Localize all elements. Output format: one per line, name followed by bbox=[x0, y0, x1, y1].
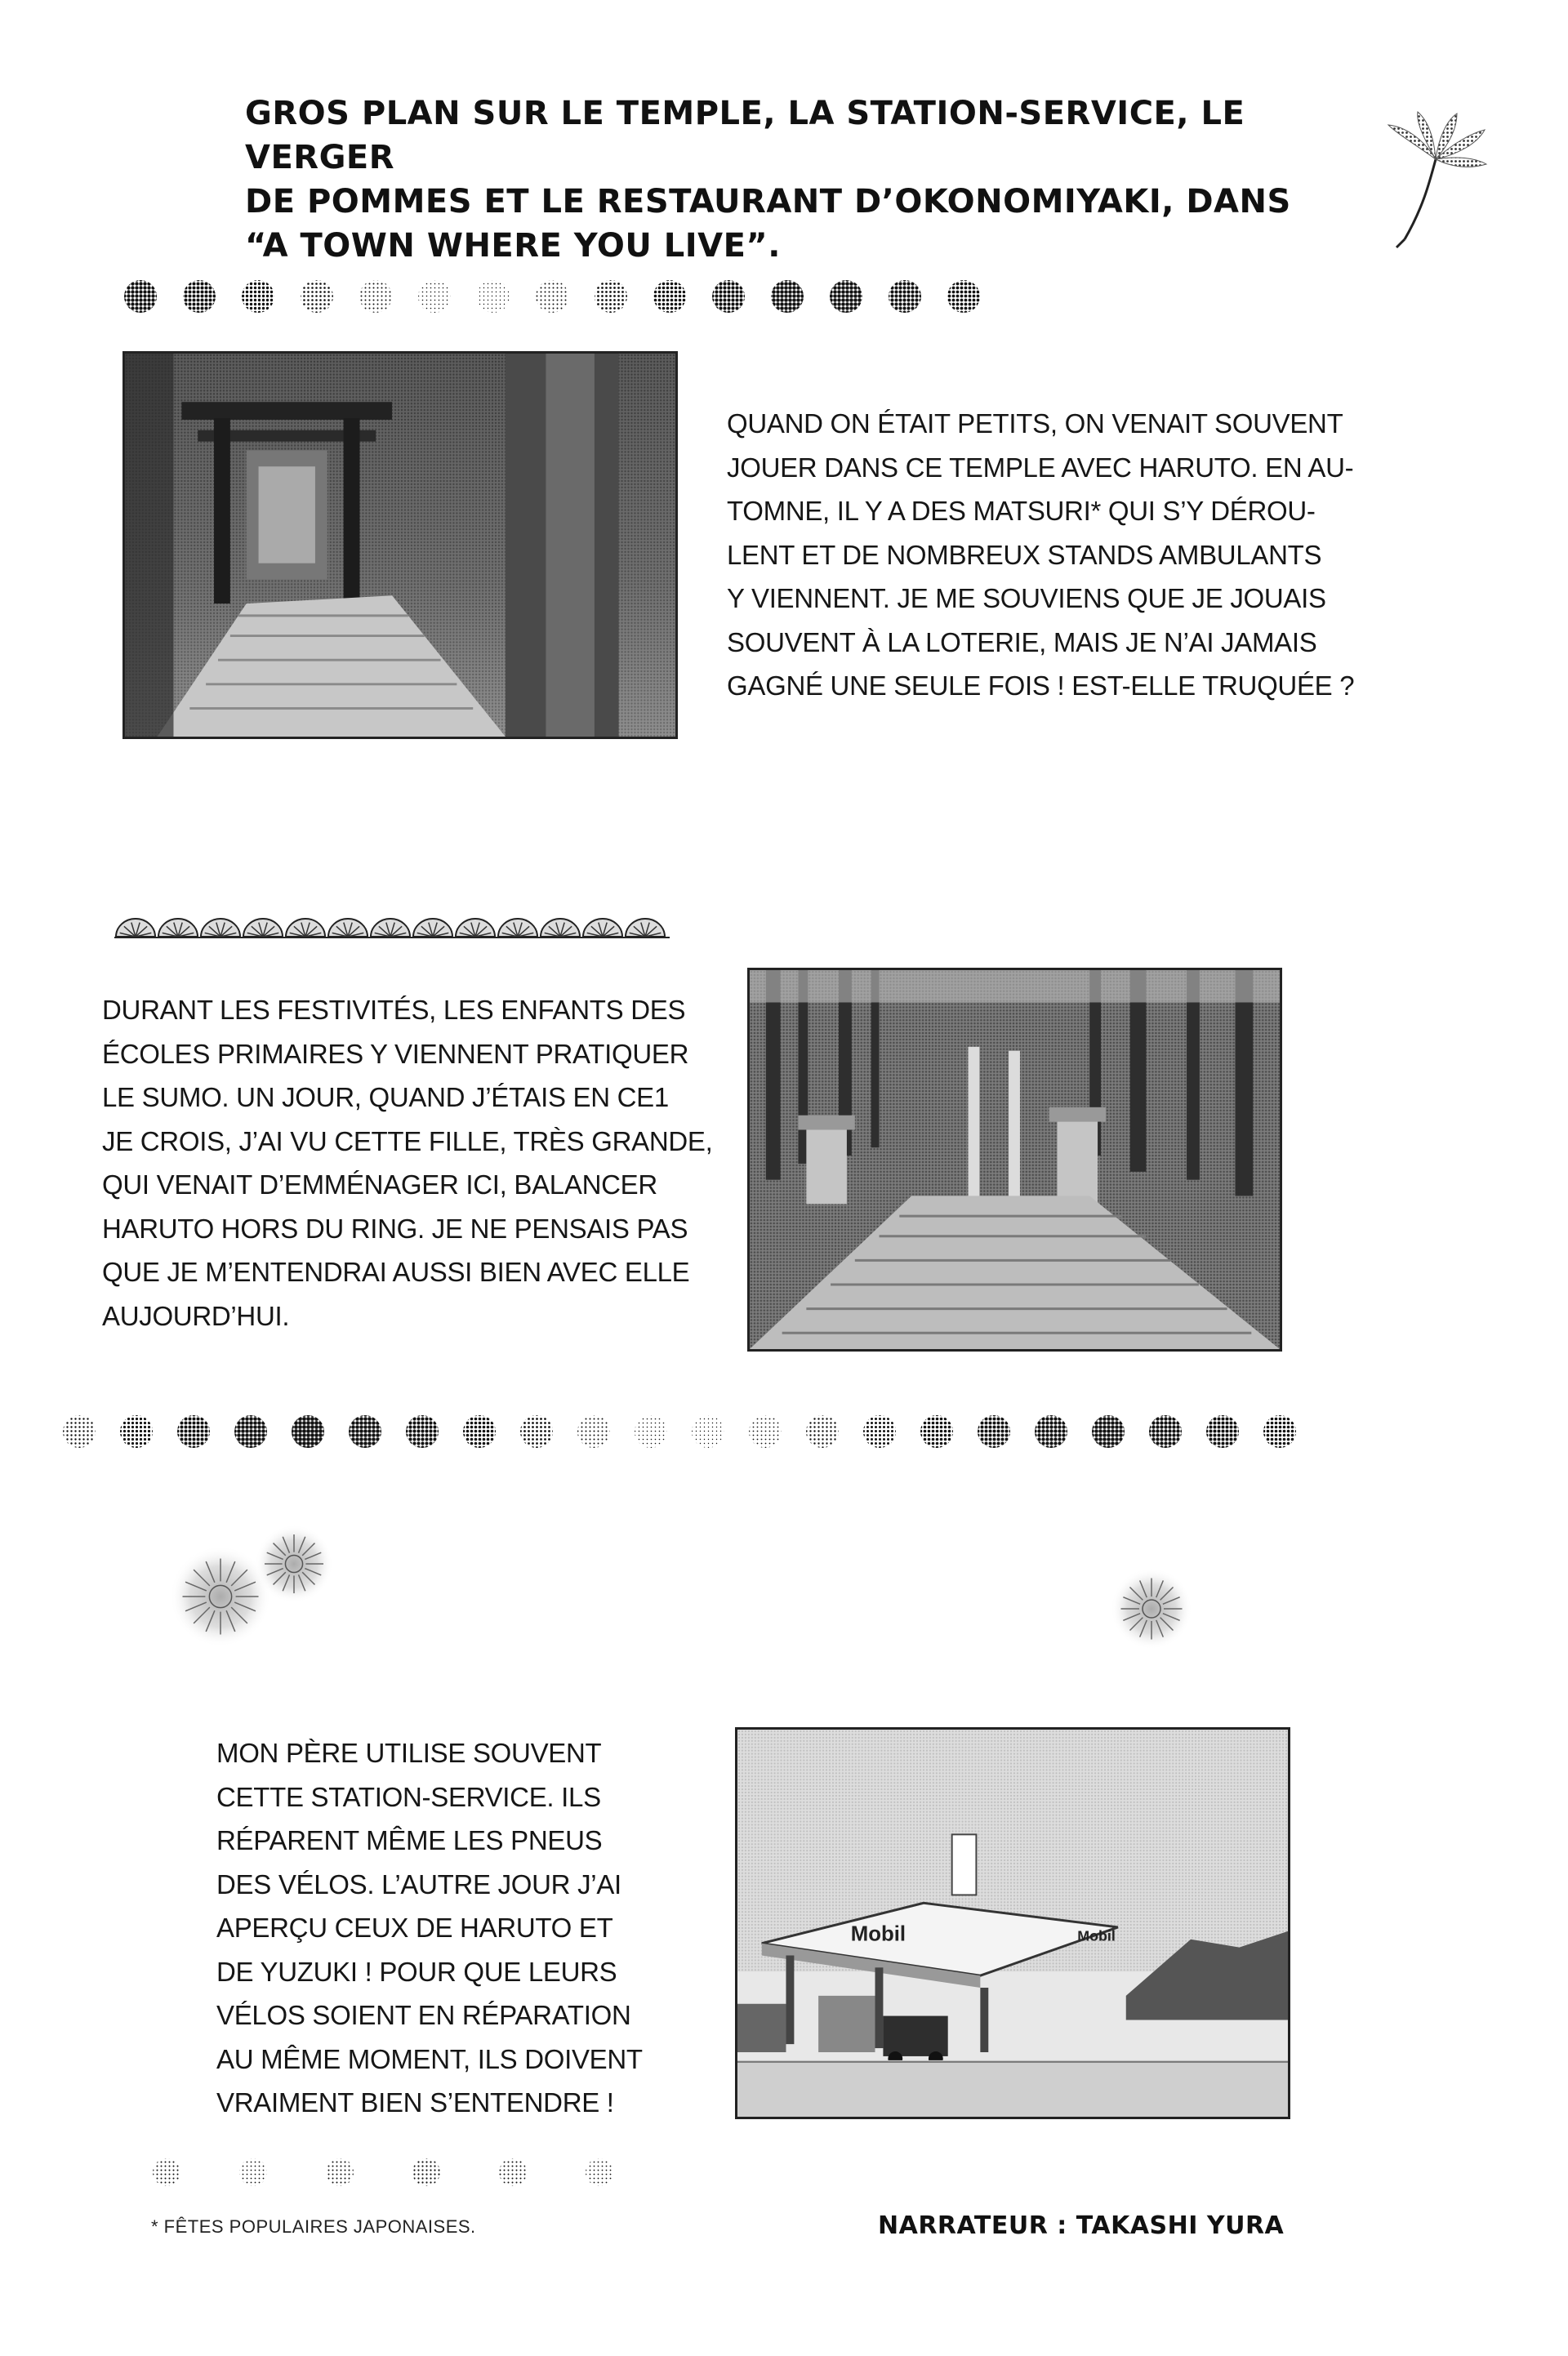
halftone-dot bbox=[947, 280, 980, 313]
halftone-dot bbox=[1092, 1415, 1125, 1448]
halftone-dot bbox=[1149, 1415, 1182, 1448]
halftone-dot bbox=[418, 280, 451, 313]
temple-gate-photo bbox=[122, 351, 678, 739]
shrine-stairs-photo bbox=[747, 968, 1282, 1352]
halftone-dot bbox=[692, 1415, 724, 1448]
halftone-dot bbox=[978, 1415, 1010, 1448]
halftone-dot bbox=[412, 2158, 440, 2186]
sun-ornament-icon-small bbox=[1107, 1564, 1196, 1654]
halftone-dot bbox=[349, 1415, 381, 1448]
halftone-dot bbox=[771, 280, 804, 313]
halftone-dot bbox=[920, 1415, 953, 1448]
halftone-dot bbox=[806, 1415, 839, 1448]
footnote: * FÊTES POPULAIRES JAPONAISES. bbox=[151, 2216, 476, 2237]
mobil-sign-text: Mobil bbox=[850, 1922, 906, 1946]
halftone-dot bbox=[326, 2158, 354, 2186]
gas-station-paragraph: MON PÈRE UTILISE SOUVENT CETTE STATION-SERVICE. ILS RÉPARENT MÊME LES PNEUS DES VÉLOS. L’AUTRE JOUR J’AI APERÇU CEUX DE HARUTO ET DE YUZUKI ! POUR QUE LEURS VÉLOS SOIENT EN RÉPARATION AU MÊME MOMENT, ILS DOIVENT VRAIMENT BIEN S’ENTENDRE ! bbox=[216, 1738, 643, 2118]
halftone-dot bbox=[177, 1415, 210, 1448]
halftone-dot bbox=[1263, 1415, 1296, 1448]
halftone-dot bbox=[1035, 1415, 1067, 1448]
halftone-dot bbox=[301, 280, 333, 313]
decorative-dot-row-2 bbox=[61, 1413, 1319, 1450]
narrator-credit: NARRATEUR : TAKASHI YURA bbox=[878, 2211, 1285, 2240]
gas-station-photo bbox=[735, 1727, 1290, 2119]
halftone-dot bbox=[242, 280, 274, 313]
page-title bbox=[245, 91, 1307, 268]
halftone-dot bbox=[234, 1415, 267, 1448]
halftone-dot bbox=[712, 280, 745, 313]
halftone-dot bbox=[749, 1415, 782, 1448]
title-line-1: GROS PLAN SUR LE TEMPLE, LA STATION-SERVICE, LE VERGER bbox=[245, 95, 1245, 176]
halftone-dot bbox=[124, 280, 157, 313]
halftone-dot bbox=[586, 2158, 613, 2186]
sun-ornament-icon bbox=[155, 1519, 335, 1650]
halftone-dot bbox=[292, 1415, 324, 1448]
halftone-dot bbox=[653, 280, 686, 313]
halftone-dot bbox=[863, 1415, 896, 1448]
flower-icon bbox=[1372, 110, 1494, 249]
halftone-dot bbox=[463, 1415, 496, 1448]
halftone-dot bbox=[183, 280, 216, 313]
halftone-dot bbox=[577, 1415, 610, 1448]
halftone-dot bbox=[635, 1415, 667, 1448]
halftone-dot bbox=[520, 1415, 553, 1448]
halftone-dot bbox=[153, 2158, 180, 2186]
sumo-paragraph: DURANT LES FESTIVITÉS, LES ENFANTS DES ÉCOLES PRIMAIRES Y VIENNENT PRATIQUER LE SUMO. UN JOUR, QUAND J’ÉTAIS EN CE1 JE CROIS, J’AI VU CETTE FILLE, TRÈS GRANDE, QUI VENAIT D’EMMÉNAGER ICI, BALANCER HARUTO HORS DU RING. JE NE PENSAIS PAS QUE JE M’ENTENDRAI AUSSI BIEN AVEC ELLE AUJOURD’HUI. bbox=[102, 995, 713, 1331]
halftone-dot bbox=[406, 1415, 439, 1448]
halftone-dot bbox=[120, 1415, 153, 1448]
title-line-3: “A TOWN WHERE YOU LIVE”. bbox=[245, 227, 781, 265]
halftone-dot bbox=[1206, 1415, 1239, 1448]
halftone-dot bbox=[477, 280, 510, 313]
halftone-dot bbox=[830, 280, 862, 313]
halftone-dot bbox=[536, 280, 568, 313]
decorative-scallop-border bbox=[114, 911, 686, 940]
temple-paragraph: QUAND ON ÉTAIT PETITS, ON VENAIT SOUVENT JOUER DANS CE TEMPLE AVEC HARUTO. EN AU- TOMNE, IL Y A DES MATSURI* QUI S’Y DÉROU- LENT ET DE NOMBREUX STANDS AMBULANTS Y VIENNENT. JE ME SOUVIENS QUE JE JOUAIS SOUVENT À LA LOTERIE, MAIS JE N’AI JAMAIS GAGNÉ UNE SEULE FOIS ! EST-ELLE TRUQUÉE ? bbox=[727, 408, 1355, 701]
halftone-dot bbox=[889, 280, 921, 313]
halftone-dot bbox=[359, 280, 392, 313]
mobil-sign-text-small: Mobil bbox=[1077, 1927, 1116, 1944]
halftone-dot bbox=[239, 2158, 267, 2186]
halftone-dot bbox=[595, 280, 627, 313]
decorative-dot-row bbox=[122, 278, 1004, 315]
title-line-2: DE POMMES ET LE RESTAURANT D’OKONOMIYAKI, DANS bbox=[245, 183, 1291, 220]
halftone-dot bbox=[499, 2158, 527, 2186]
halftone-dot bbox=[63, 1415, 96, 1448]
decorative-dot-row-3 bbox=[151, 2156, 670, 2189]
